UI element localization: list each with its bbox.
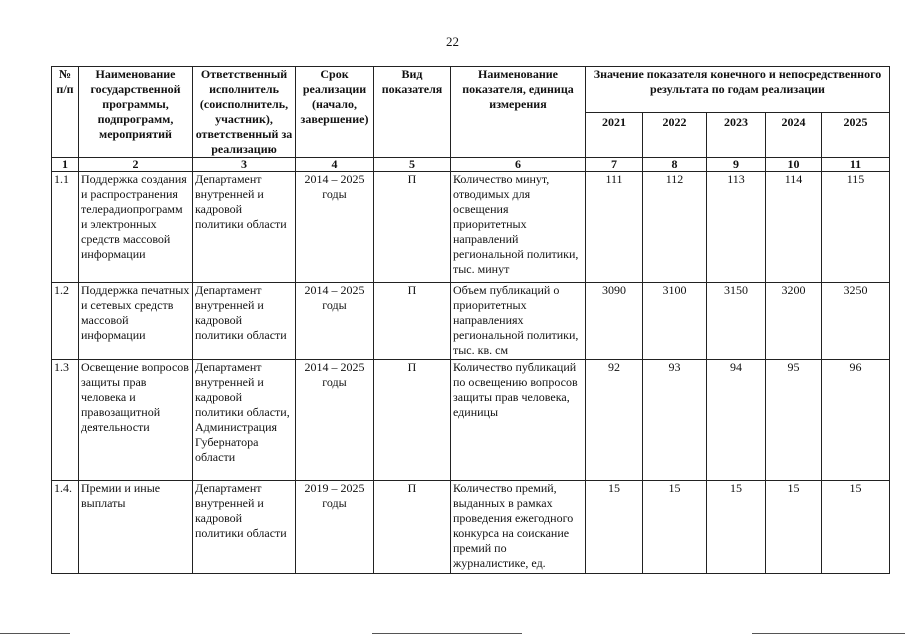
indicators-table (51, 66, 890, 574)
column-number: 7 (586, 158, 643, 172)
row-executor: Департамент внутренней и кадровой политики области, Администрация Губернатора области (193, 360, 296, 481)
row-indicator-type: П (374, 172, 451, 283)
row-value-2024: 95 (766, 360, 822, 481)
row-value-2022: 15 (643, 481, 707, 574)
bottom-rule-right (752, 633, 905, 634)
column-number: 10 (766, 158, 822, 172)
row-value-2024: 114 (766, 172, 822, 283)
row-num: 1.1 (52, 172, 79, 283)
row-indicator-name: Количество премий, выданных в рамках проведения ежегодного конкурса на соискание премий по журналистике, ед. (451, 481, 586, 574)
row-period: 2014 – 2025 годы (296, 360, 374, 481)
row-executor: Департамент внутренней и кадровой политики области (193, 283, 296, 360)
column-number: 1 (52, 158, 79, 172)
row-value-2025: 15 (822, 481, 890, 574)
row-value-2024: 15 (766, 481, 822, 574)
row-program-name: Премии и иные выплаты (79, 481, 193, 574)
header-indicator-name: Наименование показателя, единица измерения (451, 67, 586, 158)
row-period: 2014 – 2025 годы (296, 283, 374, 360)
column-number: 2 (79, 158, 193, 172)
header-year: 2022 (643, 112, 707, 158)
row-num: 1.4. (52, 481, 79, 574)
row-value-2024: 3200 (766, 283, 822, 360)
row-num: 1.3 (52, 360, 79, 481)
row-executor: Департамент внутренней и кадровой политики области (193, 172, 296, 283)
table-row (52, 172, 890, 283)
header-year: 2024 (766, 112, 822, 158)
table-row (52, 481, 890, 574)
row-indicator-type: П (374, 481, 451, 574)
row-value-2025: 96 (822, 360, 890, 481)
row-executor: Департамент внутренней и кадровой политики области (193, 481, 296, 574)
header-values-group: Значение показателя конечного и непосредственного результата по годам реализации (586, 67, 890, 113)
table-row (52, 360, 890, 481)
table-row (52, 283, 890, 360)
column-number: 4 (296, 158, 374, 172)
header-year: 2023 (707, 112, 766, 158)
header-year: 2021 (586, 112, 643, 158)
row-value-2021: 111 (586, 172, 643, 283)
bottom-rule-left (0, 633, 70, 634)
bottom-rule-middle (372, 633, 522, 634)
row-value-2025: 3250 (822, 283, 890, 360)
row-period: 2014 – 2025 годы (296, 172, 374, 283)
header-period: Срок реализации (начало, завершение) (296, 67, 374, 158)
row-value-2022: 112 (643, 172, 707, 283)
row-value-2023: 113 (707, 172, 766, 283)
row-period: 2019 – 2025 годы (296, 481, 374, 574)
column-number: 5 (374, 158, 451, 172)
header-program-name: Наименование государственной программы, подпрограмм, мероприятий (79, 67, 193, 158)
header-executor: Ответственный исполнитель (соисполнитель, участник), ответственный за реализацию (193, 67, 296, 158)
row-value-2023: 15 (707, 481, 766, 574)
row-indicator-type: П (374, 360, 451, 481)
header-year: 2025 (822, 112, 890, 158)
row-indicator-type: П (374, 283, 451, 360)
header-row (52, 67, 890, 113)
row-value-2025: 115 (822, 172, 890, 283)
row-value-2022: 93 (643, 360, 707, 481)
header-num: № п/п (52, 67, 79, 158)
row-indicator-name: Количество публикаций по освещению вопросов защиты прав человека, единицы (451, 360, 586, 481)
row-indicator-name: Объем публикаций о приоритетных направлениях региональной политики, тыс. кв. см (451, 283, 586, 360)
column-numbers-row (52, 158, 890, 172)
header-indicator-type: Вид показателя (374, 67, 451, 158)
row-value-2023: 3150 (707, 283, 766, 360)
row-program-name: Поддержка создания и распространения телерадиопрограмм и электронных средств массовой информации (79, 172, 193, 283)
row-value-2023: 94 (707, 360, 766, 481)
row-num: 1.2 (52, 283, 79, 360)
column-number: 8 (643, 158, 707, 172)
page-number: 22 (446, 34, 459, 49)
row-program-name: Освещение вопросов защиты прав человека и правозащитной деятельности (79, 360, 193, 481)
row-value-2021: 15 (586, 481, 643, 574)
row-value-2021: 92 (586, 360, 643, 481)
column-number: 9 (707, 158, 766, 172)
column-number: 6 (451, 158, 586, 172)
column-number: 11 (822, 158, 890, 172)
row-program-name: Поддержка печатных и сетевых средств массовой информации (79, 283, 193, 360)
row-indicator-name: Количество минут, отводимых для освещения приоритетных направлений региональной политики, тыс. минут (451, 172, 586, 283)
row-value-2022: 3100 (643, 283, 707, 360)
column-number: 3 (193, 158, 296, 172)
row-value-2021: 3090 (586, 283, 643, 360)
